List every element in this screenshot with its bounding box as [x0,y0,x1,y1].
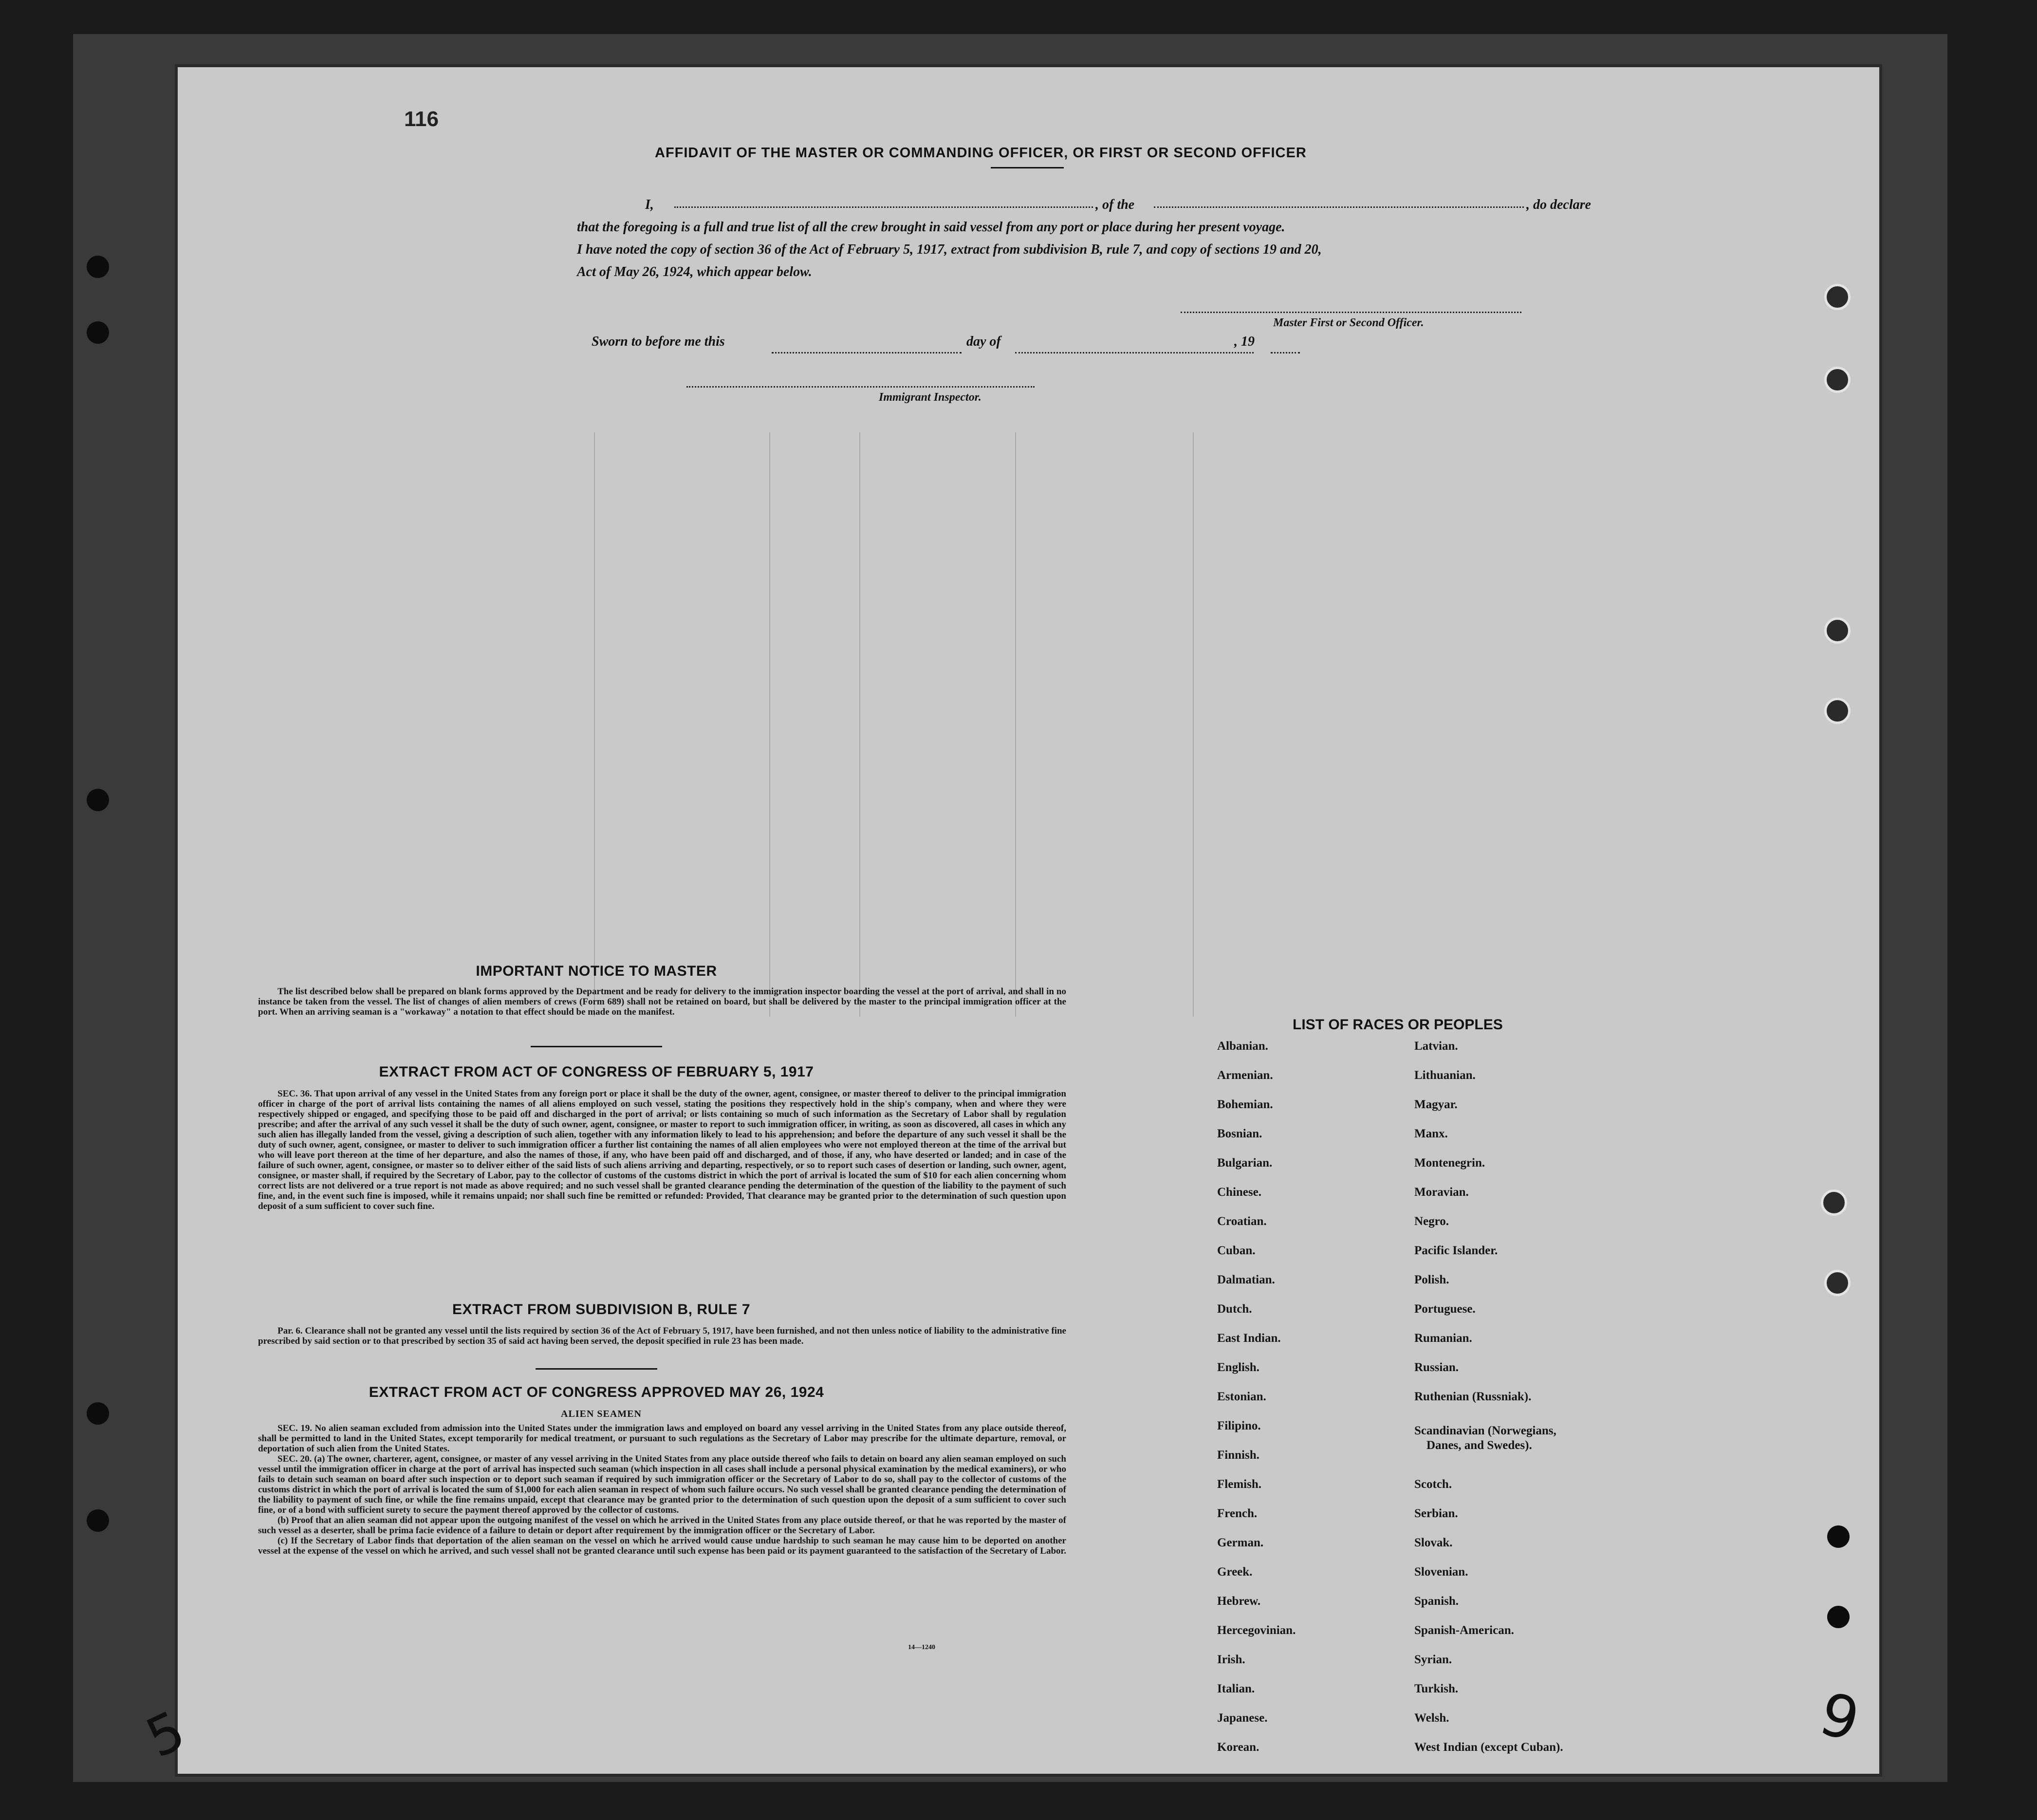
race-item: Italian. [1217,1682,1255,1695]
rule7-title: EXTRACT FROM SUBDIVISION B, RULE 7 [452,1301,751,1318]
notice-text: The list described below shall be prepared on blank forms approved by the Department and be ready for delivery to the immigration inspector boarding the vessel at the port of arrival, and shall in no instance be taken from the vessel. The list of changes of alien members of crews (Form 689) shall not be retained on board, but shall be delivered by the master to the principal immigration officer at the port. When an arriving seaman is a "workaway" a notation to that effect should be made on the manifest. [258,986,1066,1017]
race-item: Filipino. [1217,1419,1261,1432]
race-item: Finnish. [1217,1449,1259,1462]
race-item: German. [1217,1536,1264,1549]
page-number: 116 [404,107,439,131]
race-item: Slovak. [1414,1536,1453,1549]
race-item: Dalmatian. [1217,1273,1275,1286]
ghost-column-line [1015,432,1016,1017]
affidavit-of-the: , of the [1095,197,1135,212]
race-item: Korean. [1217,1741,1259,1754]
affidavit-paragraph [548,194,1591,283]
race-item: Dutch. [1217,1302,1252,1316]
race-item: Armenian. [1217,1069,1273,1082]
notice-title: IMPORTANT NOTICE TO MASTER [476,963,717,979]
race-item: Welsh. [1414,1711,1449,1725]
race-item: Pacific Islander. [1414,1244,1498,1257]
race-item: Hebrew. [1217,1595,1261,1608]
master-signature-line [1181,312,1521,313]
inspector-signature-line [686,386,1035,388]
ghost-column-line [1193,432,1194,1017]
binder-hole [87,256,109,278]
margin-mark-left: 5 [137,1699,194,1770]
race-item: Hercegovinian. [1217,1624,1296,1637]
race-item: Syrian. [1414,1653,1452,1666]
rule7-text: Par. 6. Clearance shall not be granted any vessel until the lists required by section 36 of the Act of February 5, 1917, have been furnished, and not then unless notice of liability to the administrative fine prescribed by said section or to that prescribed by section 35 of said act having been served, the deposit specified in rule 23 has been made. [258,1326,1066,1346]
race-item: Negro. [1414,1215,1449,1228]
race-item: Serbian. [1414,1507,1458,1520]
section-rule [536,1368,657,1370]
sworn-day-label: day of [966,334,1001,349]
form-number: 14—1240 [908,1644,935,1651]
race-item: Polish. [1414,1273,1449,1286]
extract-1917-text: SEC. 36. That upon arrival of any vessel in the United States from any foreign port or place it shall be the duty of the owner, agent, consignee, or master thereof to deliver to the principal immigration officer in charge of the port of arrival lists containing the names of all aliens employed on such vessel, stating the positions they respectively hold in the ship's company, when and where they were respectively shipped or engaged, and specifying those to be paid off and discharged in the port of arrival; or lists containing so much of such information as the Secretary of Labor shall by regulation prescribe; and after the arrival of any such vessel it shall be the duty of such owner, agent, consignee, or master to report to such immigration officer, in writing, as soon as discovered, all cases in which any such alien has illegally landed from the vessel, giving a description of such alien, together with any information likely to lead to his apprehension; and before the departure of any such vessel it shall be the duty of such owner, agent, consignee, or master to deliver to such immigration officer a further list containing the names of all alien employees who were not employed thereon at the time of the arrival but who will leave port thereon at the time of her departure, and also the names of those, if any, who have been paid off and discharged, and of those, if any, who have deserted or landed; and in case of the failure of such owner, agent, consignee, or master so to deliver either of the said lists of such aliens arriving and departing, respectively, or so to report such cases of desertion or landing, such owner, agent, consignee, or master shall, if required by the Secretary of Labor, pay to the collector of customs of the customs district in which the port of arrival is located the sum of $10 for each alien concerning whom correct lists are not delivered or a true report is not made as above required; and no such vessel shall be granted clearance pending the determination of the question of the liability to the payment of such fine, and, in the event such fine is imposed, while it remains unpaid; nor shall such fine be remitted or refunded: Provided, That clearance may be granted prior to the determination of such question upon deposit of a sum sufficient to cover such fine. [258,1089,1066,1211]
binder-ring [1821,1189,1847,1216]
binder-hole [1827,1525,1850,1548]
race-item: Turkish. [1414,1682,1459,1695]
race-item: Spanish. [1414,1595,1459,1608]
race-item: Lithuanian. [1414,1069,1476,1082]
race-item: Latvian. [1414,1040,1458,1053]
race-item: East Indian. [1217,1332,1281,1345]
race-item: Bulgarian. [1217,1156,1273,1170]
name-blank [674,206,1093,208]
race-item: Scandinavian (Norwegians, [1414,1424,1556,1437]
ghost-column-line [859,432,860,1017]
race-item: Albanian. [1217,1040,1268,1053]
binder-ring [1824,1270,1851,1296]
race-item: Moravian. [1414,1186,1469,1199]
binder-hole [1827,1606,1850,1628]
binder-hole [87,1402,109,1425]
race-item: Ruthenian (Russniak). [1414,1390,1532,1403]
title-rule [991,167,1064,168]
sworn-date-blank [772,352,962,353]
margin-mark-right: 9 [1813,1680,1867,1755]
race-item: Spanish-American. [1414,1624,1514,1637]
binder-hole [87,789,109,811]
race-item: Manx. [1414,1127,1448,1140]
races-title: LIST OF RACES OR PEOPLES [1293,1017,1503,1033]
sworn-month-blank [1015,352,1254,353]
extract-1917-body [258,1089,1066,1211]
affidavit-line-4: Act of May 26, 1924, which appear below. [577,264,812,279]
extract-1917-title: EXTRACT FROM ACT OF CONGRESS OF FEBRUARY 5, 1917 [379,1064,814,1080]
sec-19-text: SEC. 19. No alien seaman excluded from admission into the United States under the immigration laws and employed on board any vessel arriving in the United States from any place outside thereof, shall be permitted to land in the United States, except temporarily for medical treatment, or pursuant to such regulations as the Secretary of Labor may prescribe for the ultimate departure, removal, or deportation of such alien from the United States. [258,1423,1066,1454]
extract-1924-body [258,1423,1066,1556]
binder-hole [87,321,109,344]
race-item: Croatian. [1217,1215,1267,1228]
sec-20c-text: (c) If the Secretary of Labor finds that deportation of the alien seaman on the vessel on which he arrived would cause undue hardship to such seaman he may cause him to be deported on another vessel at the expense of the vessel on which he arrived, and such vessel shall not be granted clearance until such expense has been paid or its payment guaranteed to the satisfaction of the Secretary of Labor. [258,1536,1066,1556]
manifest-page [137,67,1879,1774]
race-item: Rumanian. [1414,1332,1472,1345]
race-item: Japanese. [1217,1711,1268,1725]
binder-ring [1824,617,1851,644]
race-item: Flemish. [1217,1478,1261,1491]
inspector-label: Immigrant Inspector. [879,391,981,404]
section-rule [531,1046,662,1047]
race-item: Estonian. [1217,1390,1266,1403]
race-item: Russian. [1414,1361,1459,1374]
notice-body [258,986,1066,1017]
race-item: Magyar. [1414,1098,1458,1111]
sworn-prefix: Sworn to before me this [592,334,725,349]
ghost-column-line [769,432,770,1017]
sworn-year-blank [1271,352,1300,353]
race-item: Irish. [1217,1653,1245,1666]
affidavit-title: AFFIDAVIT OF THE MASTER OR COMMANDING OFFICER, OR FIRST OR SECOND OFFICER [655,145,1307,161]
affidavit-line-3: I have noted the copy of section 36 of the Act of February 5, 1917, extract from subdivision B, rule 7, and copy of sections 19 and 20, [577,242,1322,257]
extract-1924-title: EXTRACT FROM ACT OF CONGRESS APPROVED MAY 26, 1924 [369,1384,824,1400]
binder-hole [87,1509,109,1532]
race-item: Portuguese. [1414,1302,1476,1316]
race-item: Slovenian. [1414,1565,1468,1579]
race-item: Chinese. [1217,1186,1261,1199]
race-item: Montenegrin. [1414,1156,1485,1170]
affidavit-line-2: that the foregoing is a full and true list of all the crew brought in said vessel from any port or place during her present voyage. [577,220,1285,235]
affidavit-i: I, [645,197,654,212]
race-item: English. [1217,1361,1259,1374]
race-item: Danes, and Swedes). [1426,1439,1532,1452]
binder-ring [1824,284,1851,310]
race-item: Cuban. [1217,1244,1256,1257]
sec-20a-text: SEC. 20. (a) The owner, charterer, agent, consignee, or master of any vessel arriving in the United States from any place outside thereof who fails to detain on board any alien seaman employed on such vessel until the immigration officer in charge at the port of arrival has inspected such seaman (which inspection in all cases shall include a personal physical examination by the medical examiners), or who fails to detain such seaman on board after such inspection or to deport such seaman if required by such immigration officer or the Secretary of Labor to do so, shall pay to the collector of customs of the customs district in which the port of arrival is located the sum of $1,000 for each alien seaman in respect of whom such failure occurs. No such vessel shall be granted clearance pending the determination of the liability to payment of such fine, or while the fine remains unpaid, except that clearance may be granted prior to the determination of such question upon the deposit of a sum sufficient to cover such fine, or of a bond with sufficient surety to secure the payment thereof approved by the collector of customs. [258,1454,1066,1515]
race-item: Greek. [1217,1565,1253,1579]
master-signature-label: Master First or Second Officer. [1273,316,1424,329]
affidavit-line-1 [548,194,1591,216]
rule7-body [258,1326,1066,1346]
sworn-line [592,334,725,350]
affidavit-declare: , do declare [1526,197,1591,212]
race-item: French. [1217,1507,1258,1520]
race-item: West Indian (except Cuban). [1414,1741,1563,1754]
binder-ring [1824,698,1851,724]
sec-20b-text: (b) Proof that an alien seaman did not appear upon the outgoing manifest of the vessel on which he arrived in the United States from any place outside thereof, or that he was reported by the master of such vessel as a deserter, shall be prima facie evidence of a failure to detain or deport after requirement by the immigration officer or the Secretary of Labor. [258,1515,1066,1536]
binder-ring [1824,367,1851,393]
vessel-blank [1154,206,1524,208]
alien-seamen-subtitle: ALIEN SEAMEN [561,1409,642,1419]
sworn-year-label: , 19 [1234,334,1255,349]
race-item: Bosnian. [1217,1127,1262,1140]
race-item: Scotch. [1414,1478,1452,1491]
race-item: Bohemian. [1217,1098,1273,1111]
ghost-column-line [594,432,595,1017]
